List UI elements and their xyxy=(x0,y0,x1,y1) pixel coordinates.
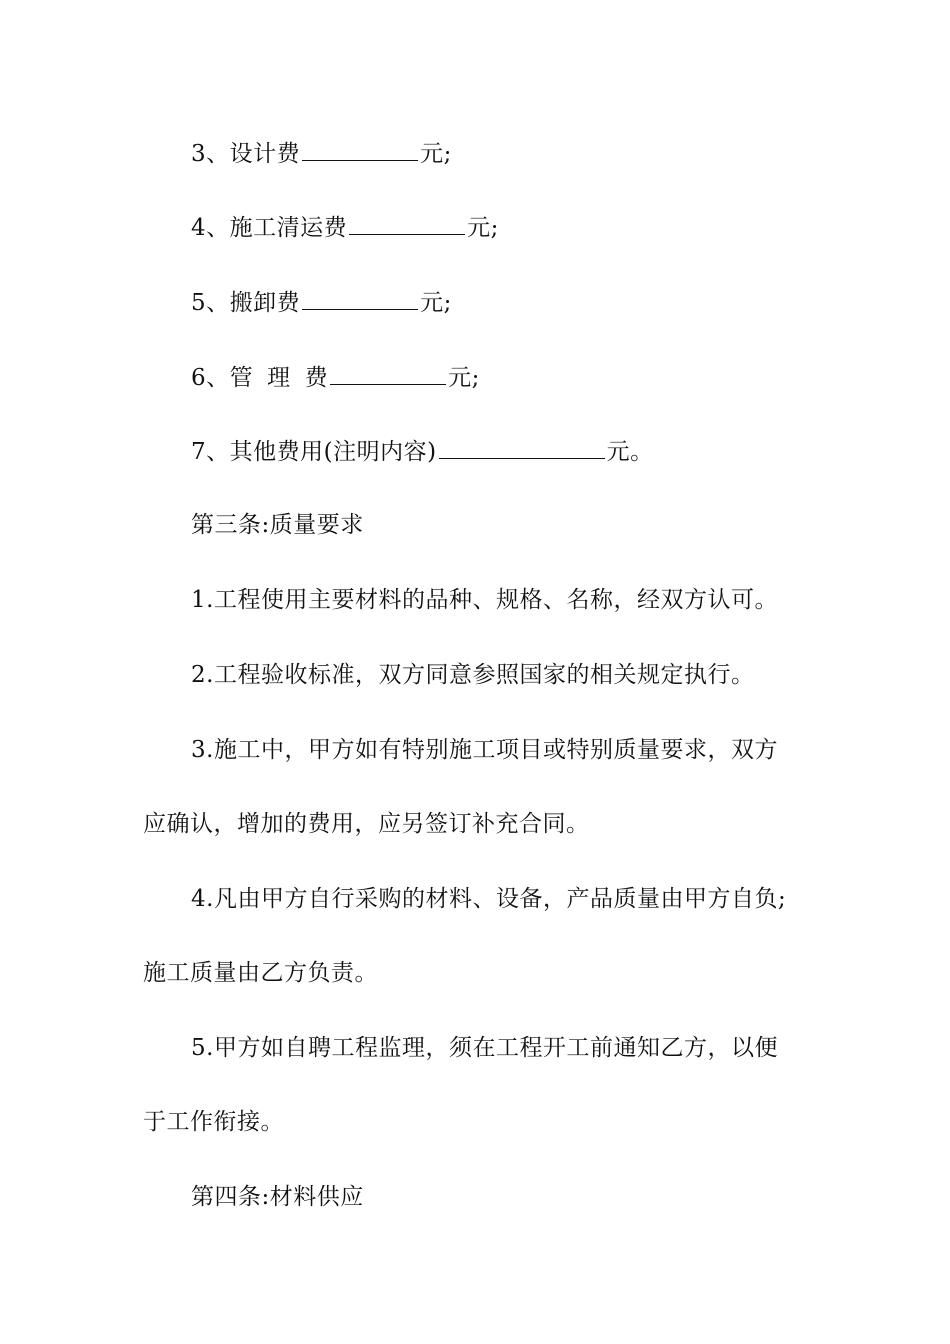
article-3-item-5-line-2: 于工作衔接。 xyxy=(143,1109,284,1135)
fee-label: 搬卸费 xyxy=(229,290,301,316)
fee-item-cleanup xyxy=(191,212,499,243)
fill-in-blank[interactable] xyxy=(330,362,446,385)
fee-number: 4、 xyxy=(191,215,230,241)
fill-in-blank[interactable] xyxy=(302,138,418,161)
fee-number: 3、 xyxy=(191,141,230,167)
fill-in-blank[interactable] xyxy=(439,436,605,459)
fee-unit: 元; xyxy=(420,141,452,167)
fee-number: 5、 xyxy=(191,290,230,316)
article-3-heading: 第三条:质量要求 xyxy=(191,512,364,538)
fee-item-management xyxy=(191,362,480,393)
fee-number: 6、 xyxy=(191,365,230,391)
article-3-item-1: 1.工程使用主要材料的品种、规格、名称，经双方认可。 xyxy=(191,587,778,613)
fee-item-handling xyxy=(191,287,452,318)
article-3-item-4-line-1: 4.凡由甲方自行采购的材料、设备，产品质量由甲方自负; xyxy=(191,886,787,912)
fee-label-char: 费 xyxy=(304,365,329,391)
fee-item-other xyxy=(191,436,654,467)
fee-label-char: 理 xyxy=(267,365,291,391)
article-4-heading: 第四条:材料供应 xyxy=(191,1184,364,1210)
fee-unit: 元; xyxy=(467,215,499,241)
fill-in-blank[interactable] xyxy=(302,287,418,310)
fee-label: 设计费 xyxy=(229,141,301,167)
fee-unit: 元。 xyxy=(606,439,654,465)
article-3-item-5-line-1: 5.甲方如自聘工程监理，须在工程开工前通知乙方，以便 xyxy=(191,1035,778,1061)
article-3-item-4-line-2: 施工质量由乙方负责。 xyxy=(143,960,378,986)
fee-item-design xyxy=(191,138,452,169)
article-3-item-3-line-2: 应确认，增加的费用，应另签订补充合同。 xyxy=(143,811,590,837)
fee-label: 施工清运费 xyxy=(229,215,348,241)
fee-number: 7、 xyxy=(191,439,230,465)
fee-unit: 元; xyxy=(420,290,452,316)
fill-in-blank[interactable] xyxy=(349,212,465,235)
article-3-item-3-line-1: 3.施工中，甲方如有特别施工项目或特别质量要求，双方 xyxy=(191,737,778,763)
fee-label-char: 管 xyxy=(229,365,254,391)
fee-unit: 元; xyxy=(448,365,480,391)
article-3-item-2: 2.工程验收标准，双方同意参照国家的相关规定执行。 xyxy=(191,662,755,688)
fee-label: 其他费用(注明内容) xyxy=(229,439,437,465)
